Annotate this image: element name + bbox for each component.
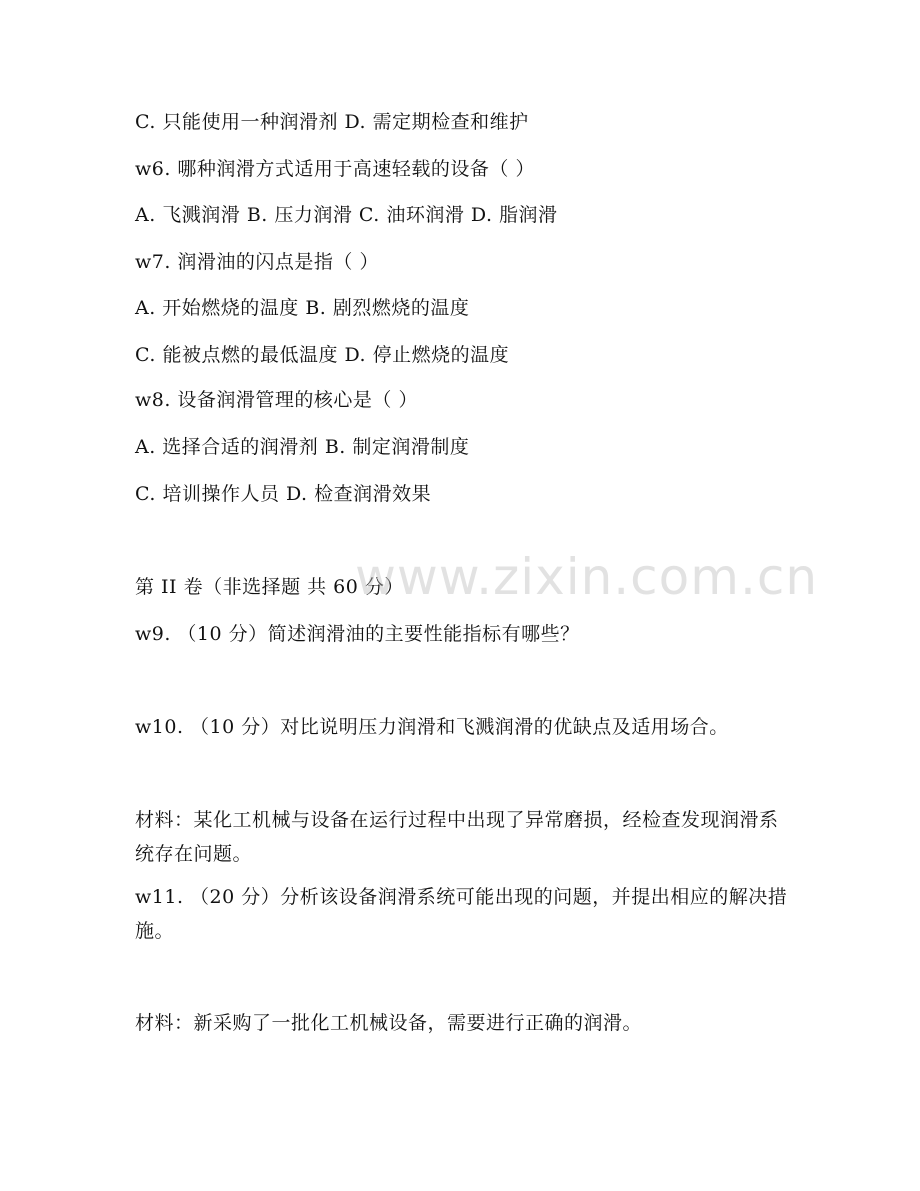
material-1: 材料：某化工机械与设备在运行过程中出现了异常磨损，经检查发现润滑系统存在问题。 (135, 809, 779, 865)
q9-stem: w9. （10 分）简述润滑油的主要性能指标有哪些？ (135, 623, 580, 645)
q8-stem: w8. 设备润滑管理的核心是（ ） (135, 389, 418, 411)
q5-options-cd: C. 只能使用一种润滑剂 D. 需定期检查和维护 (135, 111, 529, 133)
watermark: www.zixin.com.cn (355, 548, 819, 606)
q8-options-ab: A. 选择合适的润滑剂 B. 制定润滑制度 (135, 436, 470, 458)
q6-stem: w6. 哪种润滑方式适用于高速轻载的设备（ ） (135, 158, 535, 180)
section-title: 第 II 卷（非选择题 共 60 分） (135, 576, 404, 598)
q7-options-ab: A. 开始燃烧的温度 B. 剧烈燃烧的温度 (135, 297, 470, 319)
q7-options-cd: C. 能被点燃的最低温度 D. 停止燃烧的温度 (135, 344, 510, 366)
q6-options: A. 飞溅润滑 B. 压力润滑 C. 油环润滑 D. 脂润滑 (135, 204, 558, 226)
q8-options-cd: C. 培训操作人员 D. 检查润滑效果 (135, 483, 432, 505)
material-2: 材料：新采购了一批化工机械设备，需要进行正确的润滑。 (135, 1012, 643, 1034)
q7-stem: w7. 润滑油的闪点是指（ ） (135, 251, 379, 273)
q11-stem: w11. （20 分）分析该设备润滑系统可能出现的问题，并提出相应的解决措施。 (135, 886, 788, 942)
q10-stem: w10. （10 分）对比说明压力润滑和飞溅润滑的优缺点及适用场合。 (135, 716, 729, 738)
